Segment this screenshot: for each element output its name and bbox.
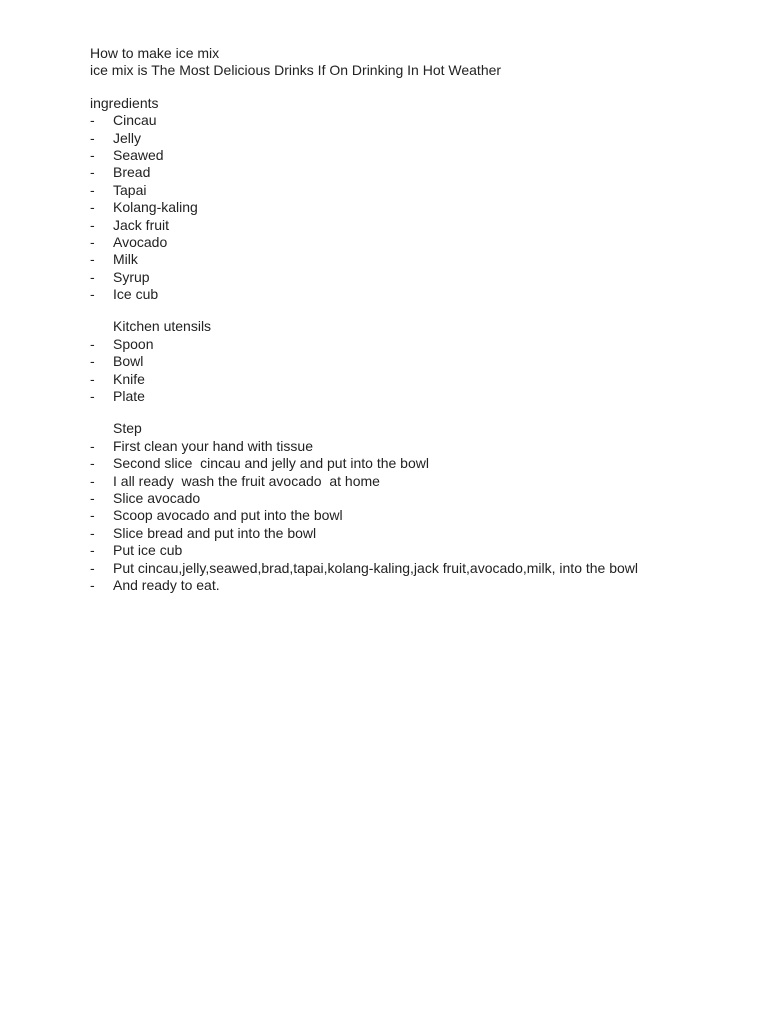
- ingredients-heading: ingredients: [90, 94, 159, 111]
- utensil-label: Spoon: [113, 335, 154, 352]
- bullet-dash: -: [90, 472, 95, 489]
- step-label: I all ready wash the fruit avocado at home: [113, 472, 380, 489]
- step-item: [90, 455, 750, 472]
- ingredient-label: Tapai: [113, 181, 147, 198]
- bullet-dash: -: [90, 146, 95, 163]
- document-subtitle: ice mix is The Most Delicious Drinks If On Drinking In Hot Weather: [90, 62, 502, 79]
- ingredient-label: Ice cub: [113, 286, 159, 303]
- step-label: And ready to eat.: [113, 576, 220, 593]
- document: [90, 45, 750, 594]
- step-label: Scoop avocado and put into the bowl: [113, 507, 343, 524]
- bullet-dash: -: [90, 233, 95, 250]
- steps-list: [90, 438, 750, 595]
- ingredient-label: Bread: [113, 164, 151, 181]
- ingredient-item: [90, 234, 750, 251]
- ingredient-label: Avocado: [113, 233, 168, 250]
- bullet-dash: -: [90, 335, 95, 352]
- bullet-dash: -: [90, 437, 95, 454]
- step-item: [90, 473, 750, 490]
- utensil-label: Bowl: [113, 353, 144, 370]
- utensils-heading: Kitchen utensils: [113, 318, 212, 335]
- bullet-dash: -: [90, 388, 95, 405]
- bullet-dash: -: [90, 199, 95, 216]
- bullet-dash: -: [90, 251, 95, 268]
- bullet-dash: -: [90, 353, 95, 370]
- ingredient-label: Cincau: [113, 112, 157, 129]
- bullet-dash: -: [90, 576, 95, 593]
- utensil-item: [90, 371, 750, 388]
- utensil-item: [90, 336, 750, 353]
- bullet-dash: -: [90, 542, 95, 559]
- bullet-dash: -: [90, 286, 95, 303]
- step-item: [90, 525, 750, 542]
- step-item: [90, 542, 750, 559]
- ingredient-item: [90, 269, 750, 286]
- utensil-item: [90, 353, 750, 370]
- ingredient-item: [90, 164, 750, 181]
- ingredient-label: Milk: [113, 251, 138, 268]
- ingredient-label: Seawed: [113, 146, 164, 163]
- spacer: [90, 303, 750, 318]
- document-title: How to make ice mix: [90, 45, 220, 61]
- step-label: First clean your hand with tissue: [113, 437, 313, 454]
- ingredient-item: [90, 217, 750, 234]
- ingredient-item: [90, 182, 750, 199]
- ingredient-label: Jack fruit: [113, 216, 170, 233]
- utensils-list: [90, 336, 750, 406]
- bullet-dash: -: [90, 216, 95, 233]
- step-item: [90, 438, 750, 455]
- step-label: Put ice cub: [113, 542, 183, 559]
- ingredient-item: [90, 130, 750, 147]
- ingredients-list: [90, 112, 750, 303]
- bullet-dash: -: [90, 112, 95, 129]
- spacer: [90, 80, 750, 95]
- bullet-dash: -: [90, 524, 95, 541]
- bullet-dash: -: [90, 268, 95, 285]
- ingredient-label: Kolang-kaling: [113, 199, 198, 216]
- step-label: Slice bread and put into the bowl: [113, 524, 317, 541]
- ingredient-item: [90, 199, 750, 216]
- steps-heading: Step: [113, 420, 142, 437]
- utensil-item: [90, 388, 750, 405]
- step-label: Slice avocado: [113, 489, 201, 506]
- utensil-label: Knife: [113, 370, 145, 387]
- ingredient-item: [90, 147, 750, 164]
- ingredient-item: [90, 251, 750, 268]
- bullet-dash: -: [90, 559, 95, 576]
- ingredient-item: [90, 112, 750, 129]
- utensil-label: Plate: [113, 388, 145, 405]
- spacer: [90, 405, 750, 420]
- bullet-dash: -: [90, 455, 95, 472]
- bullet-dash: -: [90, 507, 95, 524]
- step-item: [90, 490, 750, 507]
- step-label: Second slice cincau and jelly and put into the bowl: [113, 455, 429, 472]
- bullet-dash: -: [90, 181, 95, 198]
- ingredient-item: [90, 286, 750, 303]
- step-item: [90, 577, 750, 594]
- step-label: Put cincau,jelly,seawed,brad,tapai,kolang-kaling,jack fruit,avocado,milk, into the bowl: [113, 559, 639, 576]
- ingredient-label: Jelly: [113, 129, 142, 146]
- bullet-dash: -: [90, 129, 95, 146]
- step-item: [90, 507, 750, 524]
- bullet-dash: -: [90, 489, 95, 506]
- bullet-dash: -: [90, 164, 95, 181]
- step-item: [90, 560, 750, 577]
- bullet-dash: -: [90, 370, 95, 387]
- ingredient-label: Syrup: [113, 268, 150, 285]
